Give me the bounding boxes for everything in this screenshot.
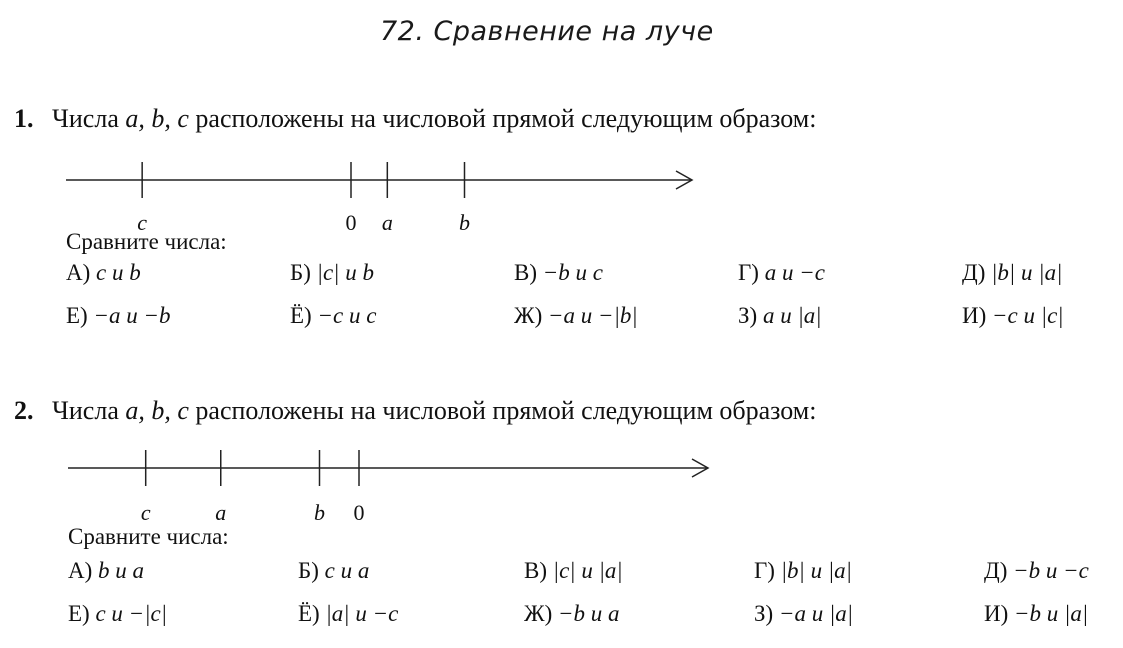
option-expression: −b и c xyxy=(542,260,603,285)
number-line-point-label: c xyxy=(137,210,148,235)
comparison-option xyxy=(984,558,1089,584)
option-letter: А) xyxy=(66,260,97,285)
option-letter: Е) xyxy=(68,601,96,626)
option-expression: a и −c xyxy=(764,260,825,285)
option-expression: −a и −b xyxy=(93,303,171,328)
comparison-option xyxy=(754,601,853,627)
comparison-option xyxy=(68,601,167,627)
option-letter: Б) xyxy=(290,260,317,285)
problem-2-text-before: Числа xyxy=(52,396,119,425)
number-line-point-label: a xyxy=(215,500,227,525)
option-expression: −c и c xyxy=(317,303,377,328)
comparison-option xyxy=(68,558,144,584)
comparison-option xyxy=(962,303,1064,329)
option-expression: c и b xyxy=(96,260,141,285)
problem-1-compare-label: Сравните числа: xyxy=(66,229,227,254)
option-letter: З) xyxy=(738,303,763,328)
option-expression: −c и |c| xyxy=(992,303,1064,328)
option-expression: −a и −|b| xyxy=(548,303,638,328)
problem-2-number: 2. xyxy=(14,396,34,425)
problem-1-text-after: расположены на числовой прямой следующим образом: xyxy=(195,104,817,133)
comparison-option xyxy=(298,601,398,627)
option-expression: c и −|c| xyxy=(95,601,168,626)
option-letter: Д) xyxy=(962,260,992,285)
page-title: 72. Сравнение на луче xyxy=(380,16,714,47)
comparison-option xyxy=(66,303,171,329)
option-expression: c и a xyxy=(324,558,370,583)
option-letter: В) xyxy=(524,558,553,583)
comparison-option xyxy=(738,260,825,286)
number-line-point-label: 0 xyxy=(345,210,357,235)
number-line-point-label: c xyxy=(140,500,151,525)
comparison-option xyxy=(298,558,369,584)
option-letter: И) xyxy=(984,601,1015,626)
option-letter: И) xyxy=(962,303,993,328)
problem-1-vars: a, b, c xyxy=(125,104,189,133)
problem-1-text-before: Числа xyxy=(52,104,119,133)
option-expression: a и |a| xyxy=(762,303,822,328)
number-line-point-label: b xyxy=(314,500,325,525)
problem-1-statement xyxy=(14,104,816,134)
option-letter: Д) xyxy=(984,558,1014,583)
option-letter: Ё) xyxy=(298,601,326,626)
problem-2-text-after: расположены на числовой прямой следующим образом: xyxy=(195,396,817,425)
comparison-option xyxy=(754,558,852,584)
comparison-option xyxy=(962,260,1062,286)
option-expression: |b| и |a| xyxy=(780,558,853,583)
option-expression: |c| и b xyxy=(316,260,374,285)
number-line-point-label: b xyxy=(459,210,470,235)
problem-1-number-line xyxy=(0,150,720,240)
option-letter: В) xyxy=(514,260,543,285)
option-letter: Ж) xyxy=(514,303,549,328)
option-expression: |a| и −c xyxy=(325,601,399,626)
problem-2-number-line xyxy=(0,440,720,530)
option-letter: Е) xyxy=(66,303,94,328)
comparison-option xyxy=(66,260,141,286)
problem-2-vars: a, b, c xyxy=(125,396,189,425)
option-letter: Б) xyxy=(298,558,325,583)
option-expression: −b и −c xyxy=(1013,558,1089,583)
number-line-point-label: a xyxy=(381,210,393,235)
option-expression: −a и |a| xyxy=(778,601,854,626)
problem-2-statement xyxy=(14,396,816,426)
comparison-option xyxy=(290,303,376,329)
comparison-option xyxy=(524,558,623,584)
option-letter: Г) xyxy=(738,260,765,285)
option-letter: Ё) xyxy=(290,303,318,328)
option-expression: |b| и |a| xyxy=(991,260,1063,285)
comparison-option xyxy=(514,260,603,286)
problem-1-number: 1. xyxy=(14,104,34,133)
comparison-option xyxy=(738,303,822,329)
number-line-point-label: 0 xyxy=(353,500,365,525)
option-letter: З) xyxy=(754,601,779,626)
option-expression: −b и a xyxy=(558,601,620,626)
comparison-option xyxy=(290,260,374,286)
comparison-option xyxy=(514,303,638,329)
option-letter: Г) xyxy=(754,558,781,583)
option-expression: −b и |a| xyxy=(1014,601,1089,626)
option-letter: Ж) xyxy=(524,601,559,626)
comparison-option xyxy=(984,601,1088,627)
comparison-option xyxy=(524,601,620,627)
option-expression: |c| и |a| xyxy=(552,558,623,583)
problem-2-compare-label: Сравните числа: xyxy=(68,524,229,549)
option-letter: А) xyxy=(68,558,99,583)
option-expression: b и a xyxy=(98,558,145,583)
